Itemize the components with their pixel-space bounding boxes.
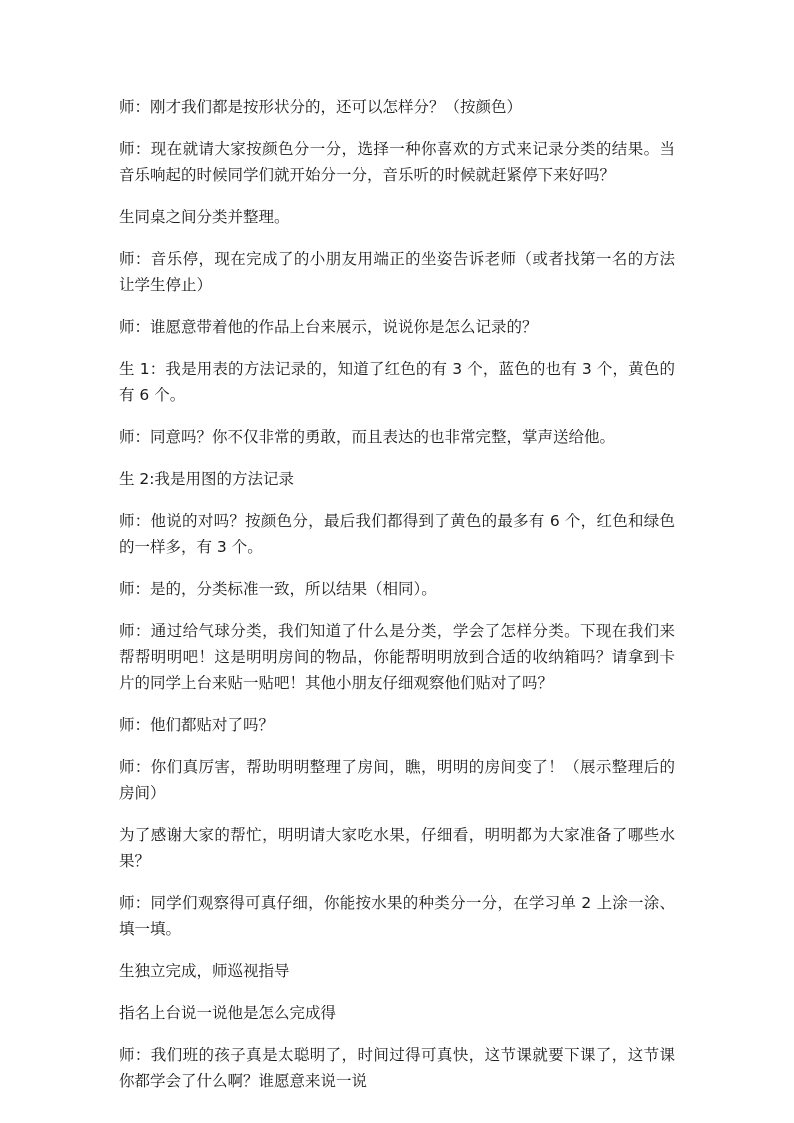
document-body	[119, 94, 675, 1110]
paragraph: 师：同学们观察得可真仔细，你能按水果的种类分一分，在学习单 2 上涂一涂、填一填。	[119, 894, 675, 938]
paragraph: 师：他说的对吗？按颜色分，最后我们都得到了黄色的最多有 6 个，红色和绿色的一样多，有 3 个。	[119, 512, 675, 556]
paragraph: 为了感谢大家的帮忙，明明请大家吃水果，仔细看，明明都为大家准备了哪些水果？	[119, 826, 675, 870]
paragraph: 师：刚才我们都是按形状分的，还可以怎样分？（按颜色）	[119, 98, 523, 116]
paragraph: 师：通过给气球分类，我们知道了什么是分类，学会了怎样分类。下现在我们来帮帮明明吧！这是明明房间的物品，你能帮明明放到合适的收纳箱吗？请拿到卡片的同学上台来贴一贴吧！其他小朋友仔细观察他们贴对了吗？	[119, 622, 675, 692]
paragraph: 师：我们班的孩子真是太聪明了，时间过得可真快，这节课就要下课了，这节课你都学会了什么啊？谁愿意来说一说	[119, 1046, 675, 1090]
paragraph: 师：你们真厉害，帮助明明整理了房间，瞧，明明的房间变了！（展示整理后的房间）	[119, 758, 675, 802]
paragraph: 师：他们都贴对了吗？	[119, 716, 275, 734]
paragraph: 师：同意吗？你不仅非常的勇敢，而且表达的也非常完整，掌声送给他。	[119, 428, 616, 446]
paragraph: 师：是的，分类标准一致，所以结果（相同）。	[119, 580, 437, 598]
paragraph: 师：现在就请大家按颜色分一分，选择一种你喜欢的方式来记录分类的结果。当音乐响起的时候同学们就开始分一分，音乐听的时候就赶紧停下来好吗？	[119, 140, 675, 184]
paragraph: 生同桌之间分类并整理。	[119, 208, 290, 226]
paragraph: 师：音乐停，现在完成了的小朋友用端正的坐姿告诉老师（或者找第一名的方法让学生停止）	[119, 250, 675, 294]
paragraph: 生 2:我是用图的方法记录	[119, 470, 295, 488]
paragraph: 指名上台说一说他是怎么完成得	[119, 1004, 337, 1022]
paragraph: 生独立完成，师巡视指导	[119, 962, 290, 980]
paragraph: 生 1：我是用表的方法记录的，知道了红色的有 3 个，蓝色的也有 3 个，黄色的有 6 个。	[119, 360, 675, 404]
paragraph: 师：谁愿意带着他的作品上台来展示，说说你是怎么记录的？	[119, 318, 538, 336]
